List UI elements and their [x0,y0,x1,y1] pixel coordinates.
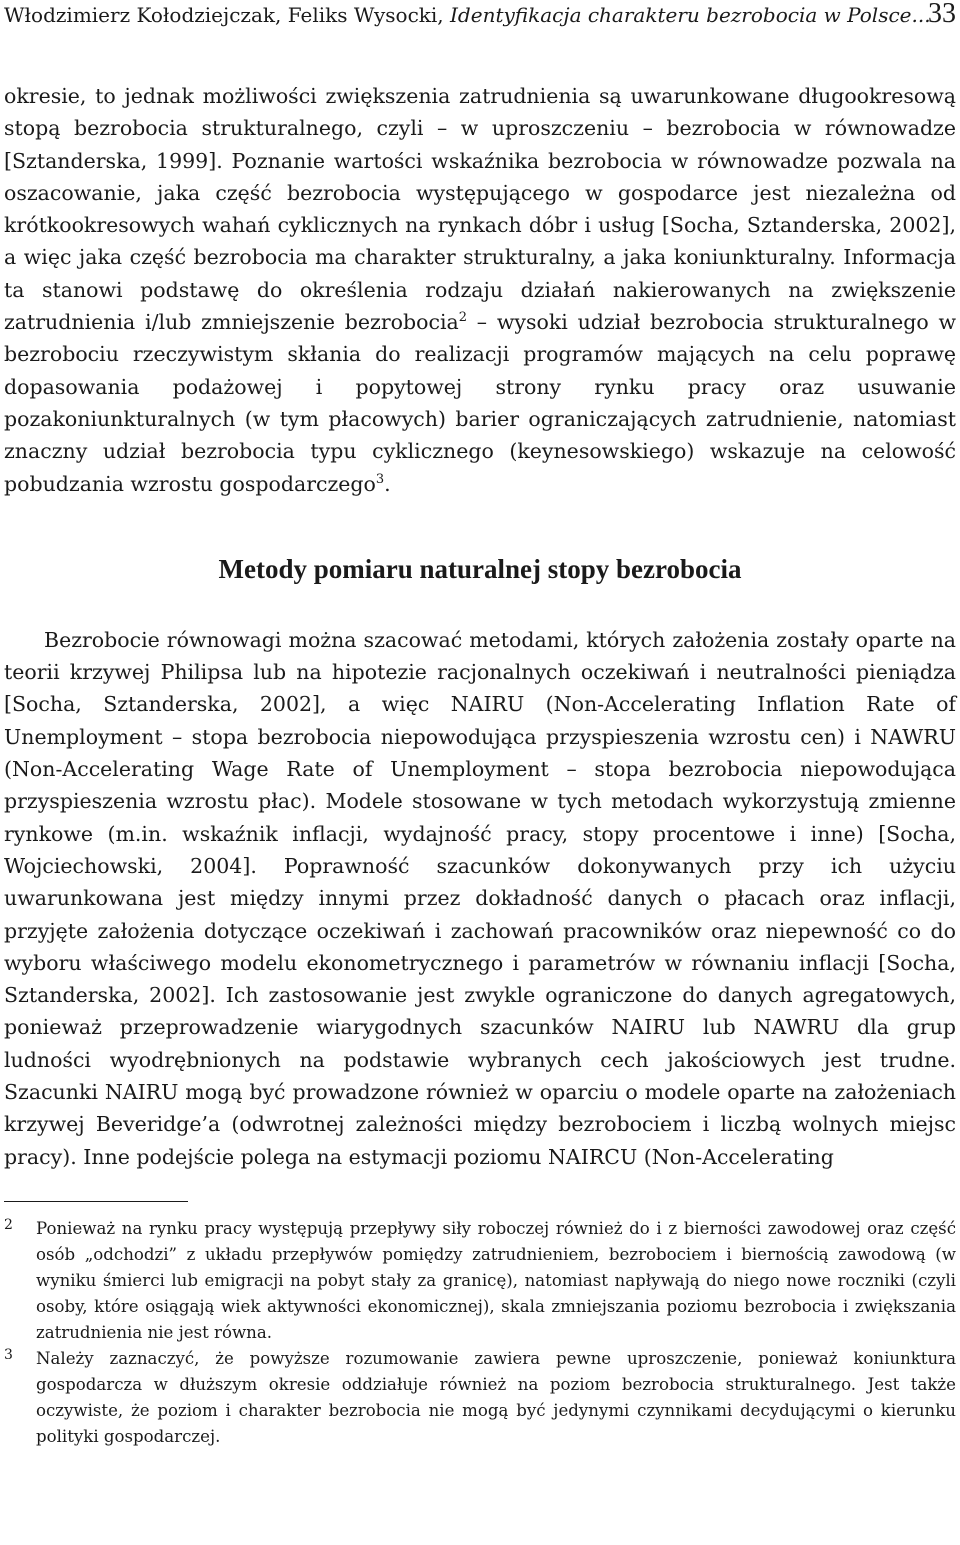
document-page [4,0,956,1450]
footnote-text: Ponieważ na rynku pracy występują przepływy siły roboczej również do i z bierności zawodowej oraz część osób „odchodzi” z układu przepływów pomiędzy zatrudnieniem, bezrobociem i biernością zawodową (w wyniku śmierci lub emigracji na pobyt stały za granicę), natomiast napływają do niego nowe roczniki (czyli osoby, które osiągają wiek aktywności ekonomicznej), skala zmniejszania poziomu bezrobocia i zwiększania zatrudnienia nie jest równa. [36,1218,956,1342]
running-head-title: Identyfikacja charakteru bezrobocia w Polsce... [450,3,931,27]
running-head [4,0,956,42]
paragraph-1-text-a: okresie, to jednak możliwości zwiększenia zatrudnienia są uwarunkowane długookresową stopą bezrobocia strukturalnego, czyli – w uproszczeniu – bezrobocia w równowadze [Sztanderska, 1999]. Poznanie wartości wskaźnika bezrobocia w równowadze pozwala na oszacowanie, jaka część bezrobocia występującego w gospodarce jest niezależna od krótkookresowych wahań cyklicznych na rynkach dóbr i usług [Socha, Sztanderska, 2002], a więc jaka część bezrobocia ma charakter strukturalny, a jaka koniunkturalny. Informacja ta stanowi podstawę do określenia rodzaju działań nakierowanych na zwiększenie zatrudnienia i/lub zmniejszenie bezrobocia [4,84,956,335]
paragraph-1-text-c: . [384,471,391,496]
footnote-separator [4,1201,188,1202]
running-head-authors: Włodzimierz Kołodziejczak, Feliks Wysocki, [4,3,444,27]
footnote-2 [4,1216,956,1346]
section-heading: Metody pomiaru naturalnej stopy bezrobocia [218,553,742,584]
footnote-ref-3[interactable]: 3 [375,471,385,487]
footnote-3 [4,1346,956,1450]
body-paragraph-1 [4,80,956,500]
footnote-ref-2[interactable]: 2 [458,310,468,326]
page-number: 33 [928,0,956,29]
paragraph-1-text-b: – wysoki udział bezrobocia strukturalnego w bezrobociu rzeczywistym skłania do realizacji programów mających na celu poprawę dopasowania podażowej i popytowej strony rynku pracy oraz usuwanie pozakoniunkturalnych (w tym płacowych) barier ograniczających zatrudnienie, natomiast znaczny udział bezrobocia typu cyklicznego (keynesowskiego) wskazuje na celowość pobudzania wzrostu gospodarczego [4,310,956,496]
footnote-number: 2 [4,1216,13,1233]
footnote-number: 3 [4,1346,13,1363]
body-paragraph-2: Bezrobocie równowagi można szacować metodami, których założenia zostały oparte na teorii krzywej Philipsa lub na hipotezie racjonalnych oczekiwań i neutralności pieniądza [Socha, Sztanderska, 2002], a więc NAIRU (Non-Accelerating Inflation Rate of Unemployment – stopa bezrobocia niepowodująca przyspieszenia wzrostu cen) i NAWRU (Non-Accelerating Wage Rate of Unemployment – stopa bezrobocia niepowodująca przyspieszenia wzrostu płac). Modele stosowane w tych metodach wykorzystują zmienne rynkowe (m.in. wskaźnik inflacji, wydajność pracy, stopy procentowe i inne) [Socha, Wojciechowski, 2004]. Poprawność szacunków dokonywanych przy ich użyciu uwarunkowana jest między innymi przez dokładność danych o płacach oraz inflacji, przyjęte założenia dotyczące oczekiwań i zachowań pracowników oraz niepewność co do wyboru właściwego modelu ekonometrycznego i parametrów w równaniu inflacji [Socha, Sztanderska, 2002]. Ich zastosowanie jest zwykle ograniczone do danych agregatowych, ponieważ przeprowadzenie wiarygodnych szacunków NAIRU lub NAWRU dla grup ludności wyodrębnionych na podstawie wybranych cech jakościowych jest trudne. Szacunki NAIRU mogą być prowadzone również w oparciu o modele oparte na założeniach krzywej Beveridge’a (odwrotnej zależności między bezrobociem i liczbą wolnych miejsc pracy). Inne podejście polega na estymacji poziomu NAIRCU (Non-Accelerating [4,627,956,1169]
footnote-text: Należy zaznaczyć, że powyższe rozumowanie zawiera pewne uproszczenie, ponieważ koniunktura gospodarcza w dłuższym okresie oddziałuje również na poziom bezrobocia strukturalnego. Jest także oczywiste, że poziom i charakter bezrobocia nie mogą być jedynymi czynnikami decydującymi o kierunku polityki gospodarczej. [36,1348,956,1446]
